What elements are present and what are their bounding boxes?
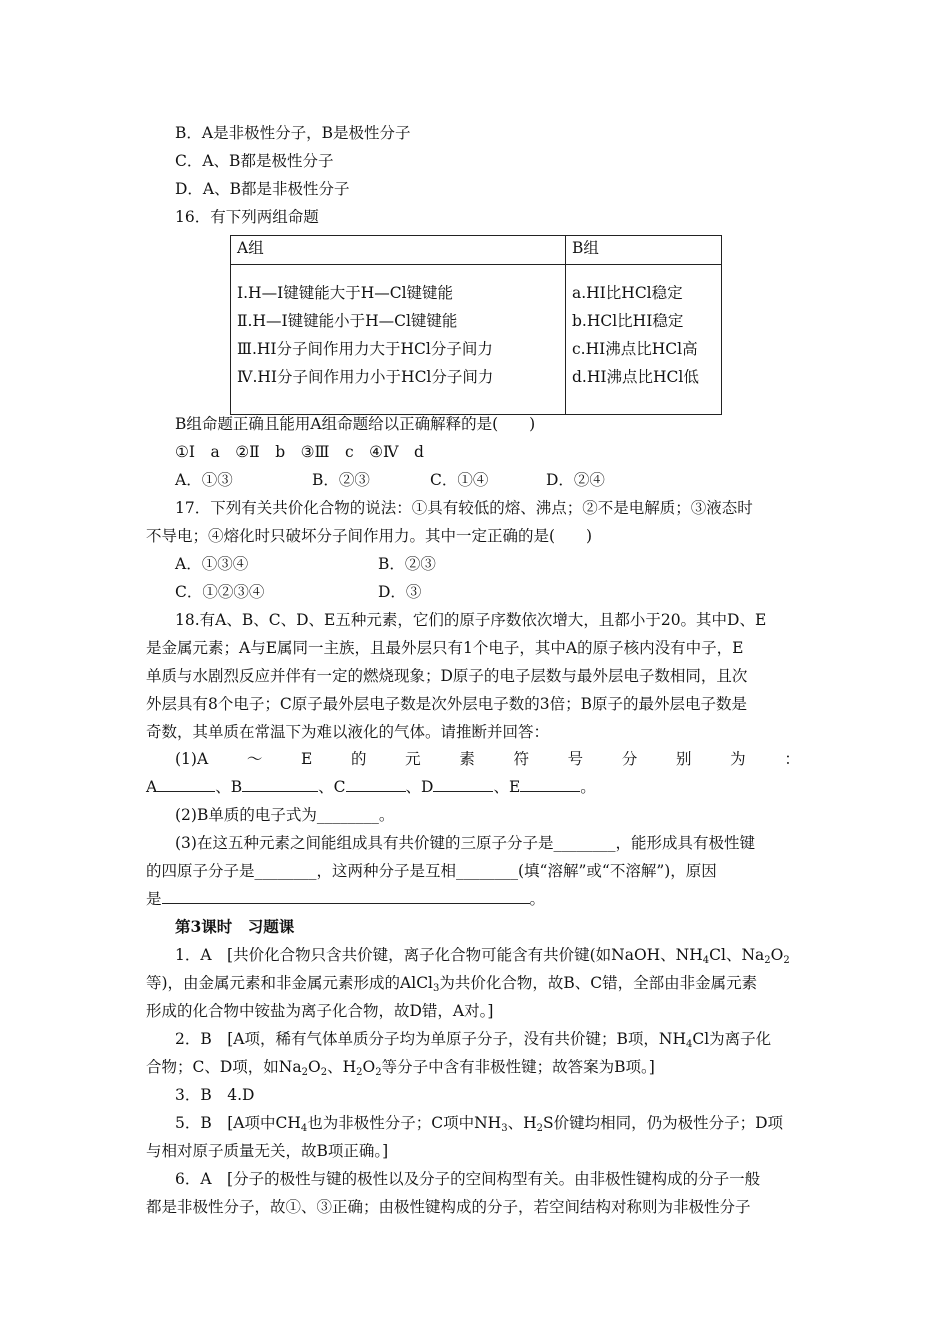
group-b-item: a.HI比HCl稳定	[572, 284, 683, 302]
q18-blank-line	[146, 777, 596, 797]
q18-sub1-word: 素	[459, 750, 475, 768]
separator: 、	[318, 778, 334, 796]
q18-sub3-line2: 的四原子分子是________，这两种分子是互相________(填“溶解”或“不溶解”)，原因	[146, 862, 717, 880]
q18-line: 外层具有8个电子；C原子最外层电子数是次外层电子数的3倍；B原子的最外层电子数是	[146, 695, 747, 713]
q17-line2: 不导电；④熔化时只破坏分子间作用力。其中一定正确的是( )	[146, 527, 593, 545]
answer-5-line2: 与相对原子质量无关，故B项正确。]	[146, 1142, 389, 1160]
answer-6-line1: 6．A [分子的极性与键的极性以及分子的空间构型有关。由非极性键构成的分子一般	[175, 1170, 761, 1188]
q18-sub3-line1: (3)在这五种元素之间能组成具有共价键的三原子分子是________，能形成具有极性键	[175, 834, 755, 852]
answer-blank-e[interactable]	[520, 777, 580, 792]
group-a-item: Ⅲ.HI分子间作用力大于HCl分子间力	[237, 340, 493, 358]
option-c-text: C．A、B都是极性分子	[175, 152, 334, 170]
answer-5-line1: 5．B [A项中$CH_4$也为非极性分子；C项中$NH_3$、$H_2S$价键均相同，仍为极性分子；D项	[175, 1114, 784, 1134]
q18-sub1-word: 的	[350, 750, 367, 768]
q17-option-b: B．②③	[378, 555, 436, 573]
q16-option-d: D．②④	[546, 471, 605, 489]
q17-option-a: A．①③④	[175, 555, 249, 573]
q17-option-c: C．①②③④	[175, 583, 265, 601]
option-d-text: D．A、B都是非极性分子	[175, 180, 350, 198]
blank-label-e: E	[508, 778, 521, 796]
answer-2-line2: 合物；C、D项，如$Na_2O_2$、$H_2O_2$等分子中含有非极性键；故答案为B项。]	[146, 1058, 655, 1078]
answer-blank-b[interactable]	[242, 777, 318, 792]
q18-sub3-start: 是	[146, 890, 162, 908]
group-b-item: c.HI沸点比HCl高	[572, 340, 698, 358]
q18-sub1-line	[175, 749, 800, 769]
group-a-item: Ⅳ.HI分子间作用力小于HCl分子间力	[237, 368, 494, 386]
separator: 、	[215, 778, 231, 796]
q18-sub3-line3	[146, 889, 545, 909]
q16-pairs: ①Ⅰ a ②Ⅱ b ③Ⅲ c ④Ⅳ d	[175, 443, 424, 461]
group-a-item: Ⅰ.H—I键键能大于H—Cl键键能	[237, 284, 454, 302]
sentence-end: 。	[580, 778, 596, 796]
blank-label-a: A	[146, 778, 158, 796]
group-b-cell	[566, 265, 722, 415]
q16-option-a: A．①③	[175, 471, 233, 489]
section-title: 第3课时 习题课	[175, 917, 295, 936]
separator: 、	[493, 778, 509, 796]
q16-title: 16．有下列两组命题	[175, 208, 319, 226]
answer-6-line2: 都是非极性分子，故①、③正确；由极性键构成的分子，若空间结构对称则为非极性分子	[146, 1198, 751, 1216]
q18-sub1-word: 符	[513, 750, 529, 768]
q18-sub1-word: ～	[246, 750, 263, 768]
answer-blank-c[interactable]	[346, 777, 406, 792]
blank-label-d: D	[421, 778, 434, 796]
reason-blank[interactable]	[162, 889, 530, 904]
q18-sub1-word: (1)A	[175, 750, 209, 768]
q17-option-d: D．③	[378, 583, 422, 601]
q18-line: 奇数，其单质在常温下为难以液化的气体。请推断并回答：	[146, 723, 550, 741]
q16-option-b: B．②③	[312, 471, 370, 489]
q18-line: 18.有A、B、C、D、E五种元素，它们的原子序数依次增大，且都小于20。其中D、E	[175, 611, 767, 629]
q18-sub1-word: 分	[621, 750, 638, 768]
table-head-b: B组	[566, 236, 722, 265]
answer-1-line1: 1．A [共价化合物只含共价键，离子化合物可能含有共价键(如NaOH、$NH_4Cl$、$Na_2O_2$	[175, 946, 790, 966]
proposition-table	[230, 235, 722, 415]
q18-sub1-word: 为	[730, 750, 746, 768]
q18-line: 是金属元素；A与E属同一主族，且最外层只有1个电子，其中A的原子核内没有中子，E	[146, 639, 744, 657]
separator: 、	[405, 778, 422, 796]
group-a-item: Ⅱ.H—I键键能小于H—Cl键键能	[237, 312, 458, 330]
blank-label-b: B	[230, 778, 243, 796]
q16-option-c: C．①④	[430, 471, 489, 489]
q17-line1: 17．下列有关共价化合物的说法：①具有较低的熔、沸点；②不是电解质；③液态时	[175, 499, 753, 517]
answer-2-line1: 2．B [A项，稀有气体单质分子均为单原子分子，没有共价键；B项，$NH_4Cl$为离子化	[175, 1030, 772, 1050]
table-head-a: A组	[231, 236, 566, 265]
blank-label-c: C	[333, 778, 346, 796]
group-b-item: b.HCl比HI稳定	[572, 312, 684, 330]
answer-1-line2: 等)，由金属元素和非金属元素形成的AlCl$_3$为共价化合物，故B、C错，全部由非金属元素	[146, 974, 758, 994]
q18-sub1-word: ：	[784, 750, 800, 768]
group-b-item: d.HI沸点比HCl低	[572, 368, 699, 386]
group-a-cell	[231, 265, 566, 415]
q18-line: 单质与水剧烈反应并伴有一定的燃烧现象；D原子的电子层数与最外层电子数相同，且次	[146, 667, 748, 685]
answer-3-4: 3．B 4.D	[175, 1086, 255, 1104]
q18-sub2: (2)B单质的电子式为________。	[175, 806, 395, 824]
option-b-text: B．A是非极性分子，B是极性分子	[175, 124, 411, 142]
answer-1-line3: 形成的化合物中铵盐为离子化合物，故D错，A对。]	[146, 1002, 494, 1020]
answer-blank-d[interactable]	[433, 777, 493, 792]
answer-blank-a[interactable]	[157, 777, 215, 792]
q18-sub3-end: 。	[529, 890, 546, 908]
q18-sub1-word: 元	[405, 750, 421, 768]
q18-sub1-word: 号	[567, 750, 584, 768]
q16-question: B组命题正确且能用A组命题给以正确解释的是( )	[175, 415, 536, 433]
q18-sub1-word: 别	[676, 750, 692, 768]
q18-sub1-word: E	[300, 750, 313, 768]
